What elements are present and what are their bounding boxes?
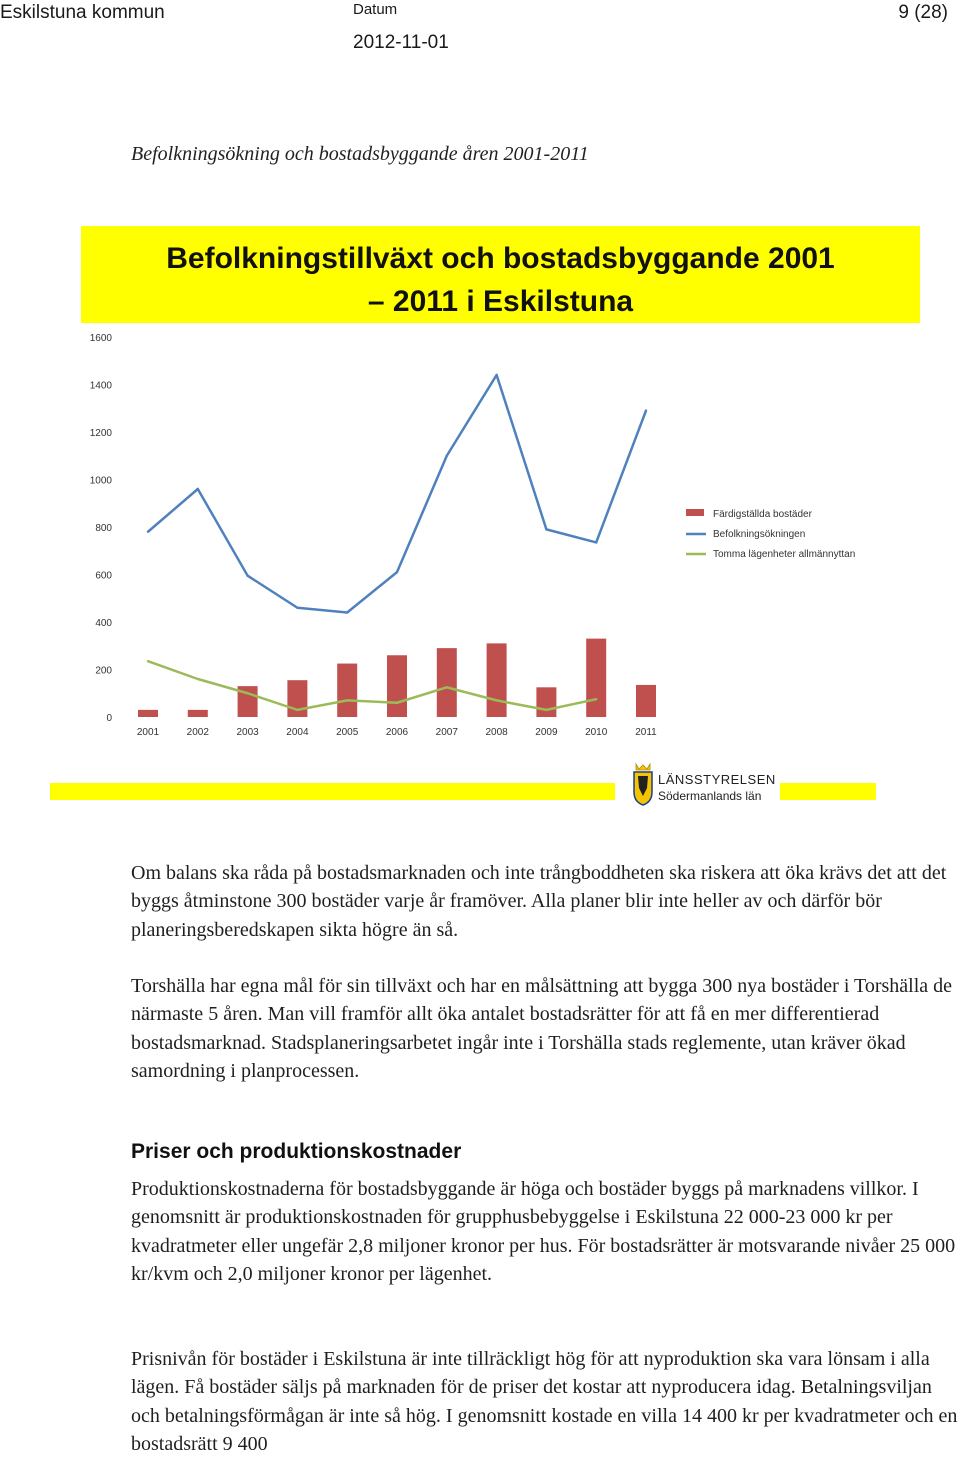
y-tick-label: 200: [95, 665, 112, 677]
point-empty-apartments: [495, 699, 497, 701]
point-population-growth: [446, 455, 448, 457]
point-population-growth: [595, 541, 597, 543]
point-empty-apartments: [246, 692, 248, 694]
y-tick-label: 800: [95, 523, 112, 534]
population-housing-chart: [80, 325, 880, 745]
line-population-growth: [148, 375, 646, 613]
y-tick-label: 400: [95, 618, 112, 629]
point-population-growth: [495, 374, 497, 376]
y-tick-label: 0: [106, 713, 112, 724]
bar-completed-housing: [188, 710, 208, 717]
point-empty-apartments: [296, 709, 298, 711]
paragraph-torshalla: Torshälla har egna mål för sin tillväxt och har en målsättning att bygga 300 nya bostäder i Torshälla de närmaste 5 åren. Man vill framför allt öka antalet bostadsrätter för att få en mer differentierad bostadsmarknad. Stadsplaneringsarbetet ingår inte i Torshälla stads reglemente, utan kräver ökad samordning i planprocessen.: [131, 975, 953, 1083]
point-population-growth: [346, 611, 348, 613]
point-population-growth: [545, 528, 547, 530]
section-heading: Priser och produktionskostnader: [131, 1140, 462, 1163]
bar-completed-housing: [586, 639, 606, 717]
paragraph-costs: Produktionskostnaderna för bostadsbyggande är höga och bostäder byggs på marknadens villkor. I genomsnitt är produktionskostnaden för grupphusbebyggelse i Eskilstuna 22 000-23 000 kr per kvadratmeter eller ungefär 2,8 miljoner kronor per hus. För bostadsrätter är motsvarande nivåer 25 000 kr/kvm och 2,0 miljoner kronor per lägenhet.: [131, 1178, 956, 1286]
legend-swatch-bars: [686, 509, 704, 516]
x-tick-label: 2001: [136, 727, 160, 738]
y-tick-label: 1000: [89, 475, 112, 487]
bar-completed-housing: [636, 685, 656, 717]
y-tick-label: 1600: [89, 333, 112, 344]
organization-name: Eskilstuna kommun: [0, 2, 165, 23]
paragraph-balance: Om balans ska råda på bostadsmarknaden och inte trångboddheten ska riskera att öka krävs det att det byggs åtminstone 300 bostäder varje år framöver. Alla planer blir inte heller av och därför bör planeringsberedskapen sikta högre än så.: [131, 862, 947, 941]
x-tick-label: 2002: [186, 727, 209, 738]
legend-label: Befolkningsökningen: [713, 529, 806, 540]
point-population-growth: [197, 488, 199, 490]
document-date: 2012-11-01: [353, 32, 449, 53]
footer-band-right: [780, 783, 876, 800]
point-empty-apartments: [197, 678, 199, 680]
legend-label: Tomma lägenheter allmännyttan: [713, 549, 856, 560]
chart-title-line2: – 2011 i Eskilstuna: [367, 285, 634, 318]
point-empty-apartments: [396, 702, 398, 704]
x-tick-label: 2010: [585, 727, 608, 738]
x-tick-label: 2007: [435, 727, 458, 738]
legend-label: Färdigställda bostäder: [713, 509, 812, 520]
point-empty-apartments: [147, 660, 149, 662]
point-empty-apartments: [446, 686, 448, 688]
point-population-growth: [296, 607, 298, 609]
point-empty-apartments: [545, 709, 547, 711]
logo-name: LÄNSSTYRELSEN: [658, 772, 776, 787]
y-tick-label: 1200: [89, 428, 112, 439]
y-tick-label: 1400: [89, 380, 112, 392]
point-population-growth: [645, 409, 647, 411]
x-tick-label: 2008: [485, 727, 508, 738]
x-tick-label: 2003: [236, 727, 259, 738]
figure-caption: Befolkningsökning och bostadsbyggande åren 2001-2011: [131, 143, 589, 165]
y-tick-label: 600: [95, 570, 112, 582]
bar-completed-housing: [487, 643, 507, 717]
point-empty-apartments: [595, 698, 597, 700]
page-number: 9 (28): [898, 2, 948, 23]
bar-completed-housing: [337, 664, 357, 717]
bar-completed-housing: [437, 648, 457, 717]
bar-completed-housing: [387, 655, 407, 717]
x-tick-label: 2006: [385, 727, 409, 738]
chart-title-band: [81, 226, 920, 323]
coat-of-arms-icon: [630, 762, 656, 806]
date-label: Datum: [353, 1, 398, 18]
bar-completed-housing: [536, 687, 556, 717]
footer-band-left: [50, 783, 615, 800]
point-empty-apartments: [346, 699, 348, 701]
logo-subtitle: Södermanlands län: [658, 789, 762, 803]
bar-completed-housing: [287, 680, 307, 717]
paragraph-prices: Prisnivån för bostäder i Eskilstuna är inte tillräckligt hög för att nyproduktion ska vara lönsam i alla lägen. Få bostäder säljs på marknaden för de priser det kostar att nyproducera idag. Betalningsviljan och betalningsförmågan är inte så hög. I genomsnitt kostade en villa 14 400 kr per kvadratmeter och en bostadsrätt 9 400: [131, 1348, 958, 1456]
point-population-growth: [147, 531, 149, 533]
line-empty-apartments: [148, 661, 596, 710]
point-population-growth: [396, 571, 398, 573]
chart-title-line1: Befolkningstillväxt och bostadsbyggande 2001: [166, 242, 835, 275]
lansstyrelsen-logo: [630, 762, 780, 808]
x-tick-label: 2009: [535, 727, 558, 738]
point-population-growth: [246, 574, 248, 576]
x-tick-label: 2004: [286, 727, 309, 738]
bar-completed-housing: [138, 710, 158, 717]
x-tick-label: 2011: [635, 727, 657, 738]
x-tick-label: 2005: [336, 727, 359, 738]
